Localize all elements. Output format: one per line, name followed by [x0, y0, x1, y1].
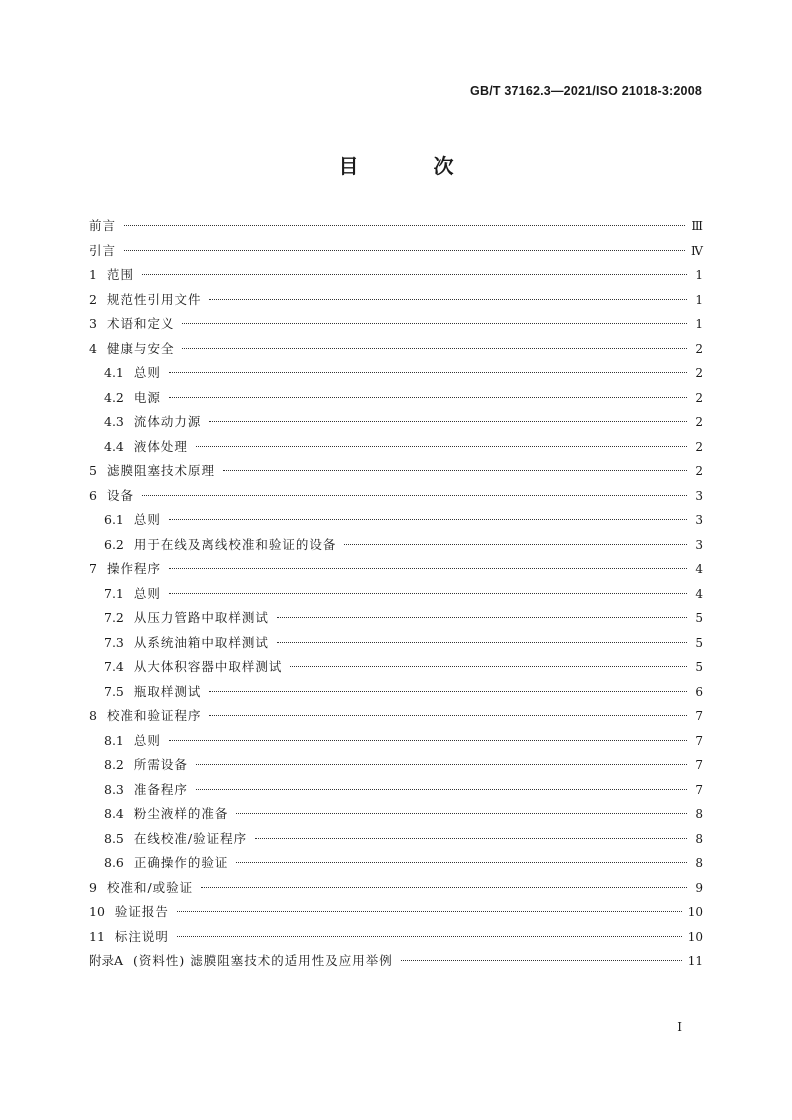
toc-entry-title: 总则	[133, 732, 161, 748]
toc-entry-number: 7.3	[104, 634, 124, 650]
toc-entry-number: 3	[89, 316, 97, 331]
toc-entry-page: Ⅳ	[691, 243, 703, 258]
toc-entry[interactable]	[89, 925, 703, 950]
toc-dot-leader	[209, 715, 687, 716]
toc-entry-page: 7	[695, 782, 703, 797]
toc-entry-title: 总则	[133, 512, 161, 527]
toc-entry-title: 液体处理	[133, 438, 188, 454]
toc-entry[interactable]	[89, 876, 703, 901]
toc-dot-leader	[236, 813, 687, 814]
toc-entry-number: 4	[89, 340, 97, 356]
toc-dot-leader	[255, 838, 687, 839]
page-number: I	[677, 1020, 682, 1034]
toc-entry-page: 2	[695, 366, 703, 380]
table-of-contents	[89, 214, 703, 974]
toc-entry-page: 2	[695, 415, 703, 429]
toc-entry-number: 1	[89, 267, 97, 282]
toc-entry[interactable]	[89, 312, 703, 337]
toc-entry[interactable]	[89, 435, 703, 460]
toc-dot-leader	[177, 911, 682, 912]
toc-entry-title: 操作程序	[106, 561, 161, 576]
toc-entry-number: 7.4	[104, 659, 124, 674]
toc-entry-title: 用于在线及离线校准和验证的设备	[133, 536, 337, 552]
toc-dot-leader	[277, 617, 687, 618]
toc-entry-number: 8.5	[104, 830, 124, 846]
toc-dot-leader	[209, 421, 687, 422]
toc-dot-leader	[169, 568, 687, 569]
toc-entry-number: 8	[89, 708, 97, 723]
toc-entry-title: 总则	[133, 585, 161, 601]
toc-dot-leader	[142, 274, 687, 275]
toc-entry-title: 所需设备	[133, 757, 188, 772]
toc-entry-page: 6	[695, 684, 703, 699]
toc-dot-leader	[209, 691, 687, 692]
toc-entry[interactable]	[89, 827, 703, 852]
toc-entry[interactable]	[89, 631, 703, 656]
toc-entry[interactable]	[89, 214, 703, 239]
toc-entry-page: 7	[695, 709, 703, 723]
toc-entry-title: 准备程序	[133, 781, 188, 797]
toc-entry-title: 从系统油箱中取样测试	[133, 634, 269, 650]
toc-entry[interactable]	[89, 557, 703, 582]
toc-entry-page: 5	[695, 611, 703, 625]
toc-entry-number: 8.2	[104, 757, 124, 772]
toc-entry[interactable]	[89, 680, 703, 705]
toc-entry[interactable]	[89, 410, 703, 435]
toc-entry[interactable]	[89, 239, 703, 264]
toc-entry-page: 7	[695, 733, 703, 748]
toc-entry-title: 校准和验证程序	[106, 708, 202, 723]
toc-dot-leader	[196, 446, 687, 447]
toc-entry-page: 9	[695, 880, 703, 895]
toc-entry-page: 4	[695, 586, 703, 601]
toc-dot-leader	[182, 323, 687, 324]
toc-dot-leader	[277, 642, 687, 643]
toc-entry[interactable]	[89, 753, 703, 778]
toc-dot-leader	[201, 887, 687, 888]
toc-entry-page: 7	[695, 758, 703, 772]
toc-dot-leader	[142, 495, 687, 496]
toc-entry-page: 2	[695, 341, 703, 356]
toc-entry-number: 8.1	[104, 732, 124, 748]
toc-entry-page: 5	[695, 635, 703, 650]
toc-entry-number: 8.3	[104, 781, 124, 797]
toc-entry-page: 3	[695, 513, 703, 527]
toc-entry-title: 标注说明	[114, 928, 169, 944]
toc-entry-page: 3	[695, 488, 703, 503]
toc-dot-leader	[169, 397, 687, 398]
toc-entry[interactable]	[89, 729, 703, 754]
toc-entry-number: 8.4	[104, 806, 124, 821]
toc-entry-number: 4.2	[104, 389, 124, 405]
toc-entry-title: 设备	[106, 487, 134, 503]
toc-dot-leader	[124, 225, 685, 226]
toc-entry[interactable]	[89, 582, 703, 607]
toc-entry-title: 从大体积容器中取样测试	[133, 659, 283, 674]
toc-entry[interactable]	[89, 386, 703, 411]
toc-entry-number: 7	[89, 561, 97, 576]
toc-entry-page: 2	[695, 464, 703, 478]
toc-entry-number: 11	[89, 928, 105, 944]
toc-entry-title: 从压力管路中取样测试	[133, 610, 269, 625]
toc-entry-title: 规范性引用文件	[106, 291, 202, 307]
toc-entry[interactable]	[89, 484, 703, 509]
toc-entry[interactable]	[89, 263, 703, 288]
toc-entry[interactable]	[89, 802, 703, 827]
toc-entry-page: 2	[695, 439, 703, 454]
toc-dot-leader	[124, 250, 685, 251]
toc-entry-title: (资料性) 滤膜阻塞技术的适用性及应用举例	[133, 953, 393, 968]
toc-entry-number: 2	[89, 291, 97, 307]
toc-entry-title: 滤膜阻塞技术原理	[106, 463, 215, 478]
toc-entry-title: 引言	[89, 242, 117, 258]
toc-entry-page: 8	[695, 831, 703, 846]
toc-dot-leader	[236, 862, 687, 863]
toc-entry-page: 4	[695, 562, 703, 576]
toc-entry-title: 术语和定义	[106, 316, 175, 331]
toc-entry[interactable]	[89, 288, 703, 313]
toc-entry[interactable]	[89, 459, 703, 484]
toc-dot-leader	[223, 470, 687, 471]
toc-entry-title: 校准和/或验证	[106, 879, 194, 895]
toc-entry-title: 总则	[133, 365, 161, 380]
standard-code: GB/T 37162.3—2021/ISO 21018-3:2008	[470, 84, 702, 98]
toc-entry-page: 11	[687, 954, 703, 968]
toc-entry[interactable]	[89, 851, 703, 876]
toc-entry-page: 1	[695, 268, 703, 282]
toc-entry-title: 电源	[133, 389, 161, 405]
toc-entry-number: 7.5	[104, 683, 124, 699]
toc-entry-page: 10	[687, 905, 703, 919]
toc-entry-title: 在线校准/验证程序	[133, 830, 248, 846]
toc-entry-number: 6	[89, 487, 97, 503]
toc-dot-leader	[290, 666, 687, 667]
toc-entry[interactable]	[89, 900, 703, 925]
toc-entry[interactable]	[89, 361, 703, 386]
toc-dot-leader	[344, 544, 687, 545]
toc-dot-leader	[401, 960, 682, 961]
toc-entry-number: 4.4	[104, 438, 124, 454]
toc-entry-number: 7.2	[104, 610, 124, 625]
toc-entry-title: 健康与安全	[106, 340, 175, 356]
toc-entry-page: 10	[687, 929, 703, 944]
toc-dot-leader	[169, 593, 687, 594]
toc-entry-page: 8	[695, 807, 703, 821]
toc-entry-page: 1	[695, 292, 703, 307]
toc-entry-page: 8	[695, 856, 703, 870]
toc-entry-title: 粉尘液样的准备	[133, 806, 229, 821]
toc-entry-page: 2	[695, 390, 703, 405]
toc-entry[interactable]	[89, 606, 703, 631]
toc-entry-page: 3	[695, 537, 703, 552]
toc-entry-title: 瓶取样测试	[133, 683, 202, 699]
toc-entry[interactable]	[89, 533, 703, 558]
toc-entry-title: 前言	[89, 218, 117, 233]
toc-dot-leader	[177, 936, 682, 937]
toc-dot-leader	[169, 740, 687, 741]
toc-dot-leader	[169, 372, 687, 373]
toc-entry-title: 流体动力源	[133, 414, 202, 429]
toc-entry[interactable]	[89, 337, 703, 362]
toc-entry-number: 10	[89, 904, 105, 919]
toc-entry-title: 正确操作的验证	[133, 855, 229, 870]
toc-entry-number: 6.2	[104, 536, 124, 552]
toc-entry-number: 4.3	[104, 414, 124, 429]
toc-entry-page: 1	[695, 317, 703, 331]
toc-entry[interactable]	[89, 508, 703, 533]
toc-entry-number: 8.6	[104, 855, 124, 870]
toc-dot-leader	[196, 764, 687, 765]
page-title: 目 次	[338, 154, 488, 178]
toc-entry-title: 验证报告	[114, 904, 169, 919]
toc-entry-number: 4.1	[104, 365, 124, 380]
toc-dot-leader	[182, 348, 687, 349]
toc-dot-leader	[169, 519, 687, 520]
toc-entry[interactable]	[89, 949, 703, 974]
toc-dot-leader	[209, 299, 687, 300]
toc-entry-number: 7.1	[104, 585, 124, 601]
toc-entry-number: 附录A	[89, 953, 124, 968]
toc-entry-number: 6.1	[104, 512, 124, 527]
toc-entry-title: 范围	[106, 267, 134, 282]
toc-entry-number: 5	[89, 463, 97, 478]
toc-entry[interactable]	[89, 655, 703, 680]
toc-entry[interactable]	[89, 778, 703, 803]
toc-entry-number: 9	[89, 879, 97, 895]
toc-dot-leader	[196, 789, 687, 790]
toc-entry-page: Ⅲ	[691, 219, 703, 233]
toc-entry[interactable]	[89, 704, 703, 729]
toc-entry-page: 5	[695, 660, 703, 674]
